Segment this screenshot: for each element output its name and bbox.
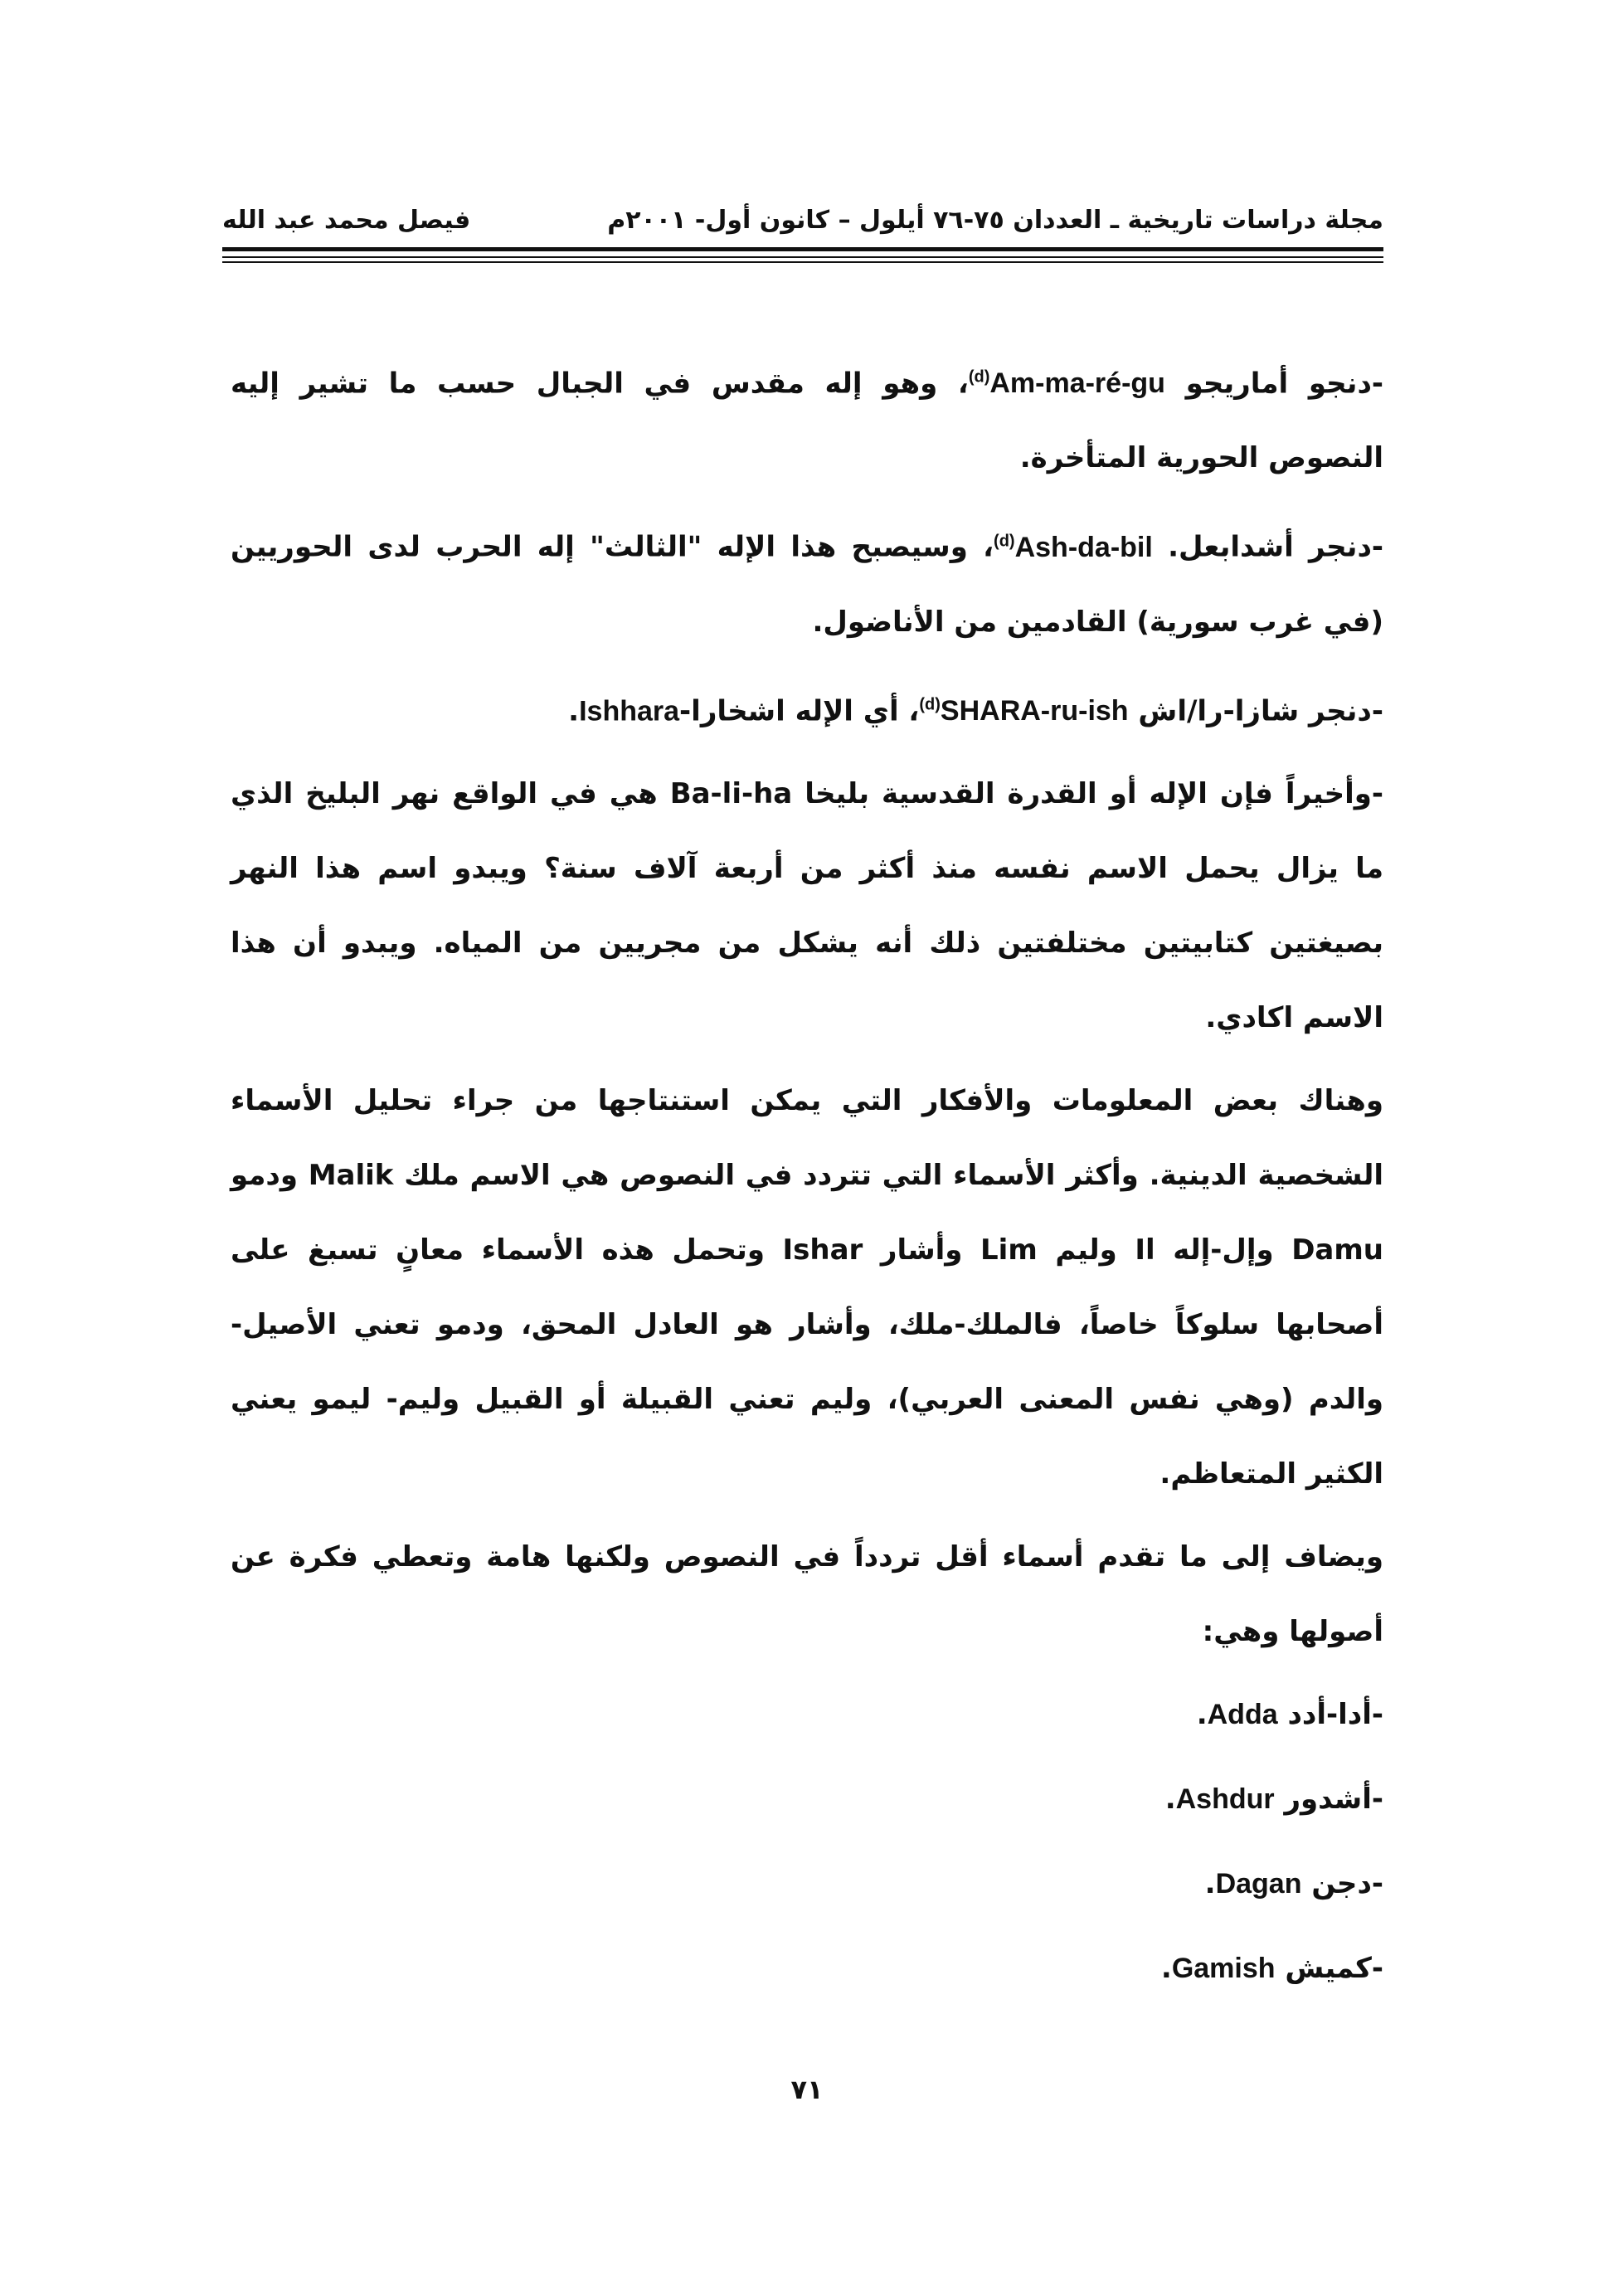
paragraph-text: . [568, 693, 580, 727]
body-text [231, 340, 1383, 2016]
list-item-adda [231, 1677, 1383, 1752]
list-item-arabic: -كميش [1275, 1951, 1383, 1985]
header-rule-thick [222, 247, 1383, 251]
list-item-arabic: -أدا-أدد [1277, 1697, 1383, 1731]
list-item-dagan [231, 1846, 1383, 1921]
paragraph-ammaregu [231, 340, 1383, 495]
footnote-marker: (d) [994, 532, 1015, 551]
latin-term: Ashdur [1175, 1783, 1275, 1815]
latin-term: Gamish [1171, 1952, 1276, 1984]
paragraph-less-frequent-names: ويضاف إلى ما تقدم أسماء أقل تردداً في النصوص ولكنها هامة وتعطي فكرة عن أصولها وهي: [231, 1540, 1383, 1648]
paragraph-ashdabil [231, 503, 1383, 659]
list-item-ashdur [231, 1762, 1383, 1836]
list-item-arabic: -أشدور [1274, 1782, 1383, 1816]
latin-term: Dagan [1215, 1867, 1302, 1900]
latin-term: Am-ma-ré-gu [989, 367, 1165, 400]
running-header [222, 197, 1383, 247]
journal-title: مجلة دراسات تاريخية ـ العددان ٧٥-٧٦ أيلول – كانون أول- ٢٠٠١م [607, 206, 1383, 235]
paragraph-baliha: -وأخيراً فإن الإله أو القدرة القدسية بليخا Ba-li-ha هي في الواقع نهر البليخ الذي ما يزال يحمل الاسم نفسه منذ أكثر من أربعة آلاف سنة؟ ويبدو اسم هذا النهر بصيغتين كتابيتين مختلفتين ذلك أنه يشكل من مجريين من المياه. ويبدو أن هذا الاسم اكادي. [231, 776, 1384, 1034]
paragraph-text: -دنجو أماريجو [1164, 367, 1384, 401]
paragraph-text: ، وهو إله مقدس في الجبال حسب ما تشير إليه النصوص الحورية المتأخرة. [231, 367, 1383, 475]
paragraph-text: ، أي الإله اشخارا- [679, 693, 920, 727]
footnote-marker: (d) [968, 368, 990, 387]
header-rule-thin-2 [222, 261, 1383, 263]
author-name: فيصل محمد عبد الله [222, 206, 471, 235]
header-rule-thin-1 [222, 256, 1383, 258]
latin-term: Ishhara [579, 694, 680, 727]
list-item-arabic: -دجن [1301, 1866, 1383, 1900]
paragraph-personal-names: وهناك بعض المعلومات والأفكار التي يمكن استنتاجها من جراء تحليل الأسماء الشخصية الدينية. وأكثر الأسماء التي تتردد في النصوص هي الاسم ملك Malik ودمو Damu وإل-إله Il وليم Lim وأشار Ishar وتحمل هذه الأسماء معانٍ تسبغ على أصحابها سلوكاً خاصاً، فالملك-ملك، وأشار هو العادل المحق، ودمو تعني الأصيل-والدم (وهي نفس المعنى العربي)، وليم تعني القبيلة أو القبيل وليم- ليمو يعني الكثير المتعاظم. [231, 1083, 1384, 1491]
list-item-end: . [1164, 1782, 1176, 1816]
paragraph-text: -دنجر أشدابعل. [1152, 530, 1384, 564]
list-item-gamish [231, 1931, 1383, 2006]
paragraph-text: ، وسيصبح هذا الإله "الثالث" إله الحرب لدى الحوريين (في غرب سورية) القادمين من الأناضول. [231, 530, 1383, 639]
list-item-end: . [1204, 1866, 1216, 1900]
paragraph-shara [231, 668, 1383, 748]
list-item-end: . [1196, 1697, 1208, 1731]
latin-term: Adda [1207, 1698, 1278, 1730]
latin-term: Ash-da-bil [1014, 531, 1153, 563]
footnote-marker: (d) [919, 695, 941, 714]
page-number: ٧١ [790, 2074, 824, 2105]
list-item-end: . [1160, 1951, 1172, 1985]
paragraph-text: -دنجر شازا-را/اش [1128, 693, 1383, 727]
latin-term: SHARA-ru-ish [940, 694, 1129, 727]
